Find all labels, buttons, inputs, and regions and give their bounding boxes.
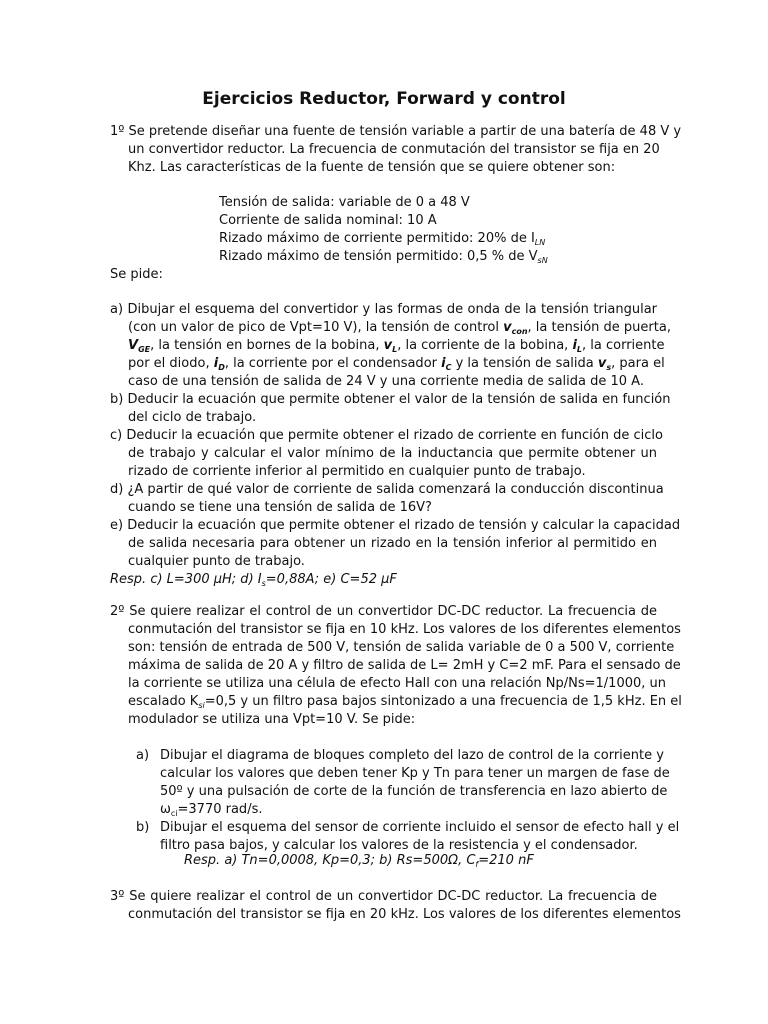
ex1-item-b-line-1: b) Deducir la ecuación que permite obtener el valor de la tensión de salida en función xyxy=(110,392,671,407)
ex3-line-2: conmutación del transistor se fija en 20 kHz. Los valores de los diferentes elementos xyxy=(128,907,681,922)
ex2-item-b-line-2: filtro pasa bajos, y calcular los valores de la resistencia y el condensador. xyxy=(160,838,638,853)
ex3-line-1: 3º Se quiere realizar el control de un convertidor DC-DC reductor. La frecuencia de xyxy=(110,889,657,904)
ex1-item-e-line-1: e) Deducir la ecuación que permite obtener el rizado de tensión y calcular la capacidad xyxy=(110,518,681,533)
ex1-spec-voltage-ripple: Rizado máximo de tensión permitido: 0,5 % de $V_{sN}$ xyxy=(219,249,548,265)
ex1-item-a-line-3: $V_{GE}$, la tensión en bornes de la bobina, $v_L$, la corriente de la bobina, $i_L$, la corriente xyxy=(128,338,665,354)
ex1-item-e-line-2: de salida necesaria para obtener un rizado en la tensión inferior al permitido en xyxy=(128,536,657,551)
ex2-line-6: escalado $K_{si}=0,5$ y un filtro pasa bajos sintonizado a una frecuencia de 1,5 kHz. En el xyxy=(128,694,682,710)
ex1-line-1: 1º Se pretende diseñar una fuente de tensión variable a partir de una batería de 48 V y xyxy=(110,124,682,139)
ex1-item-c-line-1: c) Deducir la ecuación que permite obtener el rizado de corriente en función de ciclo xyxy=(110,428,663,443)
ex1-item-b-line-2: del ciclo de trabajo. xyxy=(128,410,257,425)
ex1-item-d-line-2: cuando se tiene una tensión de salida de 16V? xyxy=(128,500,432,515)
ex2-line-1: 2º Se quiere realizar el control de un convertidor DC-DC reductor. La frecuencia de xyxy=(110,604,657,619)
ex1-answers: Resp. c) L=300 µH; d) $I_s=0,88A$; e) C=52 µF xyxy=(110,572,397,588)
ex1-item-e-line-3: cualquier punto de trabajo. xyxy=(128,554,305,569)
ex2-item-a-line-2: calcular los valores que deben tener Kp y Tn para tener un margen de fase de xyxy=(160,766,670,781)
ex2-item-b-label: b) xyxy=(136,820,150,835)
ex1-item-d-line-1: d) ¿A partir de qué valor de corriente de salida comenzará la conducción discontinua xyxy=(110,482,664,497)
ex1-line-3: Khz. Las características de la fuente de tensión que se quiere obtener son: xyxy=(128,160,616,175)
ex1-item-a-line-5: caso de una tensión de salida de 24 V y una corriente media de salida de 10 A. xyxy=(128,374,644,389)
ex2-item-a-line-3: 50º y una pulsación de corte de la función de transferencia en lazo abierto de xyxy=(160,784,668,799)
ex1-item-a-line-2: (con un valor de pico de Vpt=10 V), la tensión de control $v_{con}$, la tensión de puerta, xyxy=(128,320,671,336)
ex2-line-3: son: tensión de entrada de 500 V, tensión de salida variable de 0 a 500 V, corriente xyxy=(128,640,675,655)
ex1-se-pide: Se pide: xyxy=(110,267,163,282)
ex2-answers: Resp. a) Tn=0,0008, Kp=0,3; b) Rs=500Ω, $C_f=210$ nF xyxy=(184,853,534,869)
ex1-item-c-line-3: rizado de corriente inferior al permitido en cualquier punto de trabajo. xyxy=(128,464,586,479)
ex2-item-b-line-1: Dibujar el esquema del sensor de corriente incluido el sensor de efecto hall y el xyxy=(160,820,680,835)
ex2-line-2: conmutación del transistor se fija en 10 kHz. Los valores de los diferentes elementos xyxy=(128,622,681,637)
ex2-item-a-line-4: $\omega_{ci}=3770$ rad/s. xyxy=(160,802,263,818)
document-title: Ejercicios Reductor, Forward y control xyxy=(202,89,566,109)
ex1-item-c-line-2: de trabajo y calcular el valor mínimo de la inductancia que permite obtener un xyxy=(128,446,657,461)
ex1-item-a-line-4: por el diodo, $i_D$, la corriente por el condensador $i_C$ y la tensión de salida $v_s$, para el xyxy=(128,356,665,372)
ex1-spec-current-ripple: Rizado máximo de corriente permitido: 20% de $I_{LN}$ xyxy=(219,231,546,247)
ex2-item-a-line-1: Dibujar el diagrama de bloques completo del lazo de control de la corriente y xyxy=(160,748,664,763)
ex1-spec-output-voltage: Tensión de salida: variable de 0 a 48 V xyxy=(219,195,470,210)
ex2-line-5: la corriente se utiliza una célula de efecto Hall con una relación Np/Ns=1/1000, un xyxy=(128,676,667,691)
ex2-item-a-label: a) xyxy=(136,748,150,763)
ex2-line-4: máxima de salida de 20 A y filtro de salida de L= 2mH y C=2 mF. Para el sensado de xyxy=(128,658,681,673)
ex1-spec-output-current: Corriente de salida nominal: 10 A xyxy=(219,213,437,228)
ex2-line-7: modulador se utiliza una Vpt=10 V. Se pide: xyxy=(128,712,416,727)
ex1-line-2: un convertidor reductor. La frecuencia de conmutación del transistor se fija en 20 xyxy=(128,142,660,157)
ex1-item-a-line-1: a) Dibujar el esquema del convertidor y las formas de onda de la tensión triangular xyxy=(110,302,657,317)
